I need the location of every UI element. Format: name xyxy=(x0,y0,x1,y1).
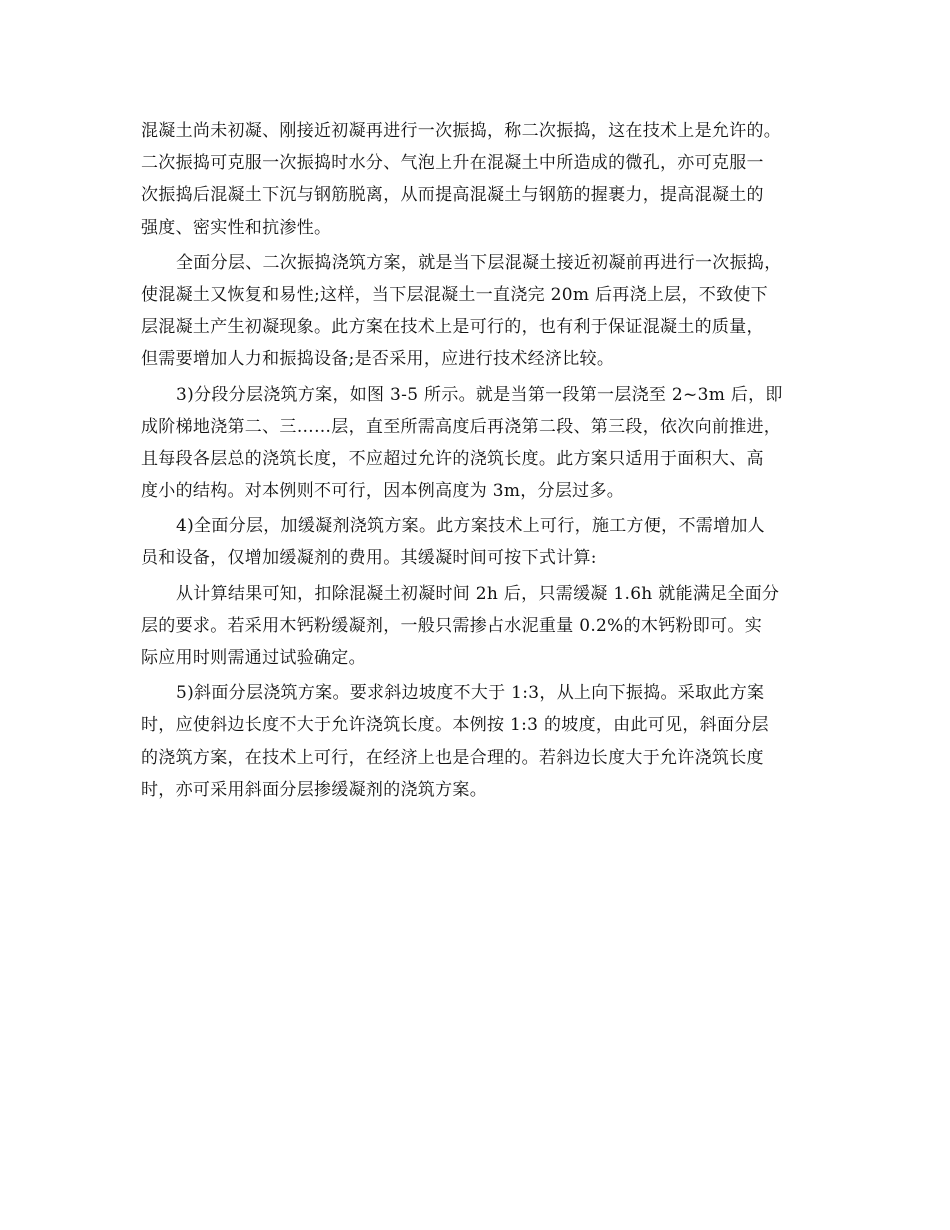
paragraph-2 xyxy=(141,247,831,376)
paragraph-5 xyxy=(141,578,831,675)
text-line: 3)分段分层浇筑方案，如图 3-5 所示。就是当第一段第一层浇至 2~3m 后，即 xyxy=(176,384,783,405)
text-line: 且每段各层总的浇筑长度，不应超过允许的浇筑长度。此方案只适用于面积大、高 xyxy=(141,448,764,469)
text-line: 强度、密实性和抗渗性。 xyxy=(141,217,332,238)
text-line: 次振捣后混凝土下沉与钢筋脱离，从而提高混凝土与钢筋的握裹力，提高混凝土的 xyxy=(141,185,764,206)
text-line: 际应用时则需通过试验确定。 xyxy=(141,648,366,668)
text-line: 但需要增加人力和振捣设备;是否采用，应进行技术经济比较。 xyxy=(141,349,615,370)
text-line: 时，亦可采用斜面分层掺缓凝剂的浇筑方案。 xyxy=(141,779,487,800)
text-line: 层混凝土产生初凝现象。此方案在技术上是可行的，也有利于保证混凝土的质量， xyxy=(141,317,764,338)
text-line: 4)全面分层，加缓凝剂浇筑方案。此方案技术上可行，施工方便，不需增加人 xyxy=(176,516,765,537)
text-line: 5)斜面分层浇筑方案。要求斜边坡度不大于 1:3，从上向下振捣。采取此方案 xyxy=(176,683,765,704)
document-body xyxy=(141,115,831,806)
text-line: 二次振捣可克服一次振捣时水分、气泡上升在混凝土中所造成的微孔，亦可克服一 xyxy=(141,153,764,174)
paragraph-1 xyxy=(141,115,831,244)
text-line: 时，应使斜边长度不大于允许浇筑长度。本例按 1:3 的坡度，由此可见，斜面分层 xyxy=(141,715,769,736)
paragraph-6 xyxy=(141,677,831,806)
text-line: 的浇筑方案，在技术上可行，在经济上也是合理的。若斜边长度大于允许浇筑长度 xyxy=(141,747,764,768)
text-line: 全面分层、二次振捣浇筑方案，就是当下层混凝土接近初凝前再进行一次振捣， xyxy=(176,252,782,273)
text-line: 层的要求。若采用木钙粉缓凝剂，一般只需掺占水泥重量 0.2%的木钙粉即可。实 xyxy=(141,615,762,636)
text-line: 度小的结构。对本例则不可行，因本例高度为 3m，分层过多。 xyxy=(141,481,625,502)
paragraph-3 xyxy=(141,379,831,508)
paragraph-4 xyxy=(141,510,831,574)
text-line: 从计算结果可知，扣除混凝土初凝时间 2h 后，只需缓凝 1.6h 就能满足全面分 xyxy=(176,583,780,604)
text-line: 员和设备，仅增加缓凝剂的费用。其缓凝时间可按下式计算: xyxy=(141,548,597,569)
text-line: 使混凝土又恢复和易性;这样，当下层混凝土一直浇完 20m 后再浇上层，不致使下 xyxy=(141,284,768,305)
text-line: 混凝土尚未初凝、刚接近初凝再进行一次振捣，称二次振捣，这在技术上是允许的。 xyxy=(141,121,782,141)
text-line: 成阶梯地浇第二、三……层，直至所需高度后再浇第二段、第三段，依次向前推进， xyxy=(141,416,782,437)
